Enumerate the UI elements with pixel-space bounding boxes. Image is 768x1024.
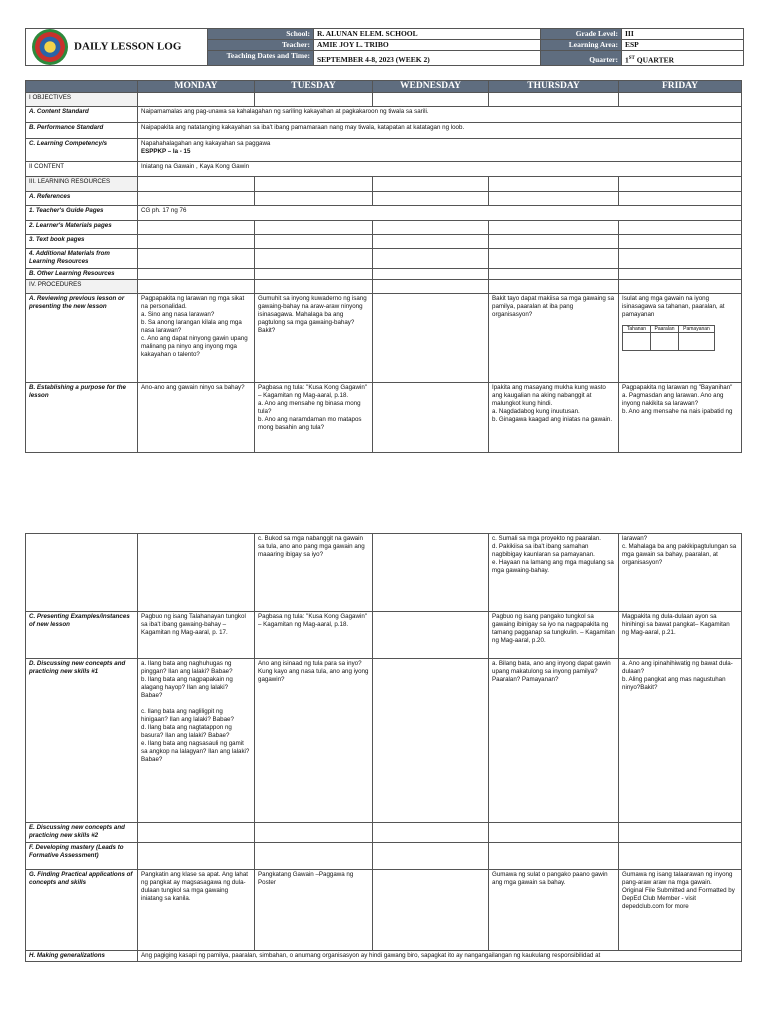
textbook-pages-label: 3. Text book pages bbox=[26, 235, 138, 249]
practical-thursday: Gumawa ng sulat o pangako paano gawin ang mga gawain sa bahay. bbox=[489, 870, 619, 951]
day-thursday: THURSDAY bbox=[489, 81, 619, 93]
day-monday: MONDAY bbox=[138, 81, 255, 93]
practical-applications-label: G. Finding Practical applications of concepts and skills bbox=[26, 870, 138, 951]
performance-standard-label: B. Performance Standard bbox=[26, 123, 138, 139]
presenting-thursday: Pagbuo ng isang pangako tungkol sa gawaing ibinigay sa iyo na nagpapakita ng tamang pagganap sa tungkulin. – Kagamitan ng Mag-aaral, p.20. bbox=[489, 612, 619, 659]
competency-text: Napahahalagahan ang kakayahan sa paggawa ESPPKP – Ia - 15 bbox=[138, 139, 742, 162]
title-cell bbox=[26, 29, 208, 66]
discussing-2-label: E. Discussing new concepts and practicing new skills #2 bbox=[26, 823, 138, 843]
learners-materials-label: 2. Learner's Materials pages bbox=[26, 221, 138, 235]
other-resources-label: B. Other Learning Resources bbox=[26, 269, 138, 280]
school-label: School: bbox=[208, 29, 314, 40]
school-value: R. ALUNAN ELEM. SCHOOL bbox=[314, 29, 541, 40]
mini-header-paaralan: Paaralan bbox=[651, 326, 679, 333]
teachers-guide-text: CG ph. 17 ng 76 bbox=[138, 206, 742, 221]
quarter-label: Quarter: bbox=[541, 51, 622, 66]
objectives-label: I OBJECTIVES bbox=[26, 93, 138, 107]
day-friday: FRIDAY bbox=[619, 81, 742, 93]
deped-logo-icon bbox=[32, 29, 68, 65]
discussing-1-monday: a. Ilang bata ang naghuhugas ng pinggan? Ilan ang lalaki? Babae? b. Ilang bata ang nagpapakain ng alagang hayop? Ilan ang lalaki? Babae? c. Ilang bata ang nagliligpit ng hinigaan? Ilan ang lalaki? Babae? d. Ilang bata ang nagtatappon ng basura? Ilan ang lalaki? Babae? e. Ilang bata ang nagsasauli ng gamit sa angkop na lalagyan? Ilan ang lalaki? Babae? bbox=[138, 659, 255, 823]
developing-mastery-label: F. Developing mastery (Leads to Formative Assessment) bbox=[26, 843, 138, 870]
competency-label: C. Learning Competency/s bbox=[26, 139, 138, 162]
generalizations-label: H. Making generalizations bbox=[26, 951, 138, 962]
discussing-1-thursday: a. Bilang bata, ano ang inyong dapat gawin upang makatulong sa inyong pamilya? Paaralan? Pamayanan? bbox=[489, 659, 619, 823]
content-text: Iniatang na Gawain , Kaya Kong Gawin bbox=[138, 162, 742, 177]
reviewing-monday: Pagpapakita ng larawan ng mga sikat na personalidad. a. Sino ang nasa larawan? b. Sa anong larangan kilala ang mga nasa larawan? c. Ano ang dapat ninyong gawin upang malinang pa ninyo ang inyong mga kakayahan o talento? bbox=[138, 294, 255, 383]
practical-tuesday: Pangkatang Gawain –Paggawa ng Poster bbox=[255, 870, 373, 951]
doc-title: DAILY LESSON LOG bbox=[74, 40, 182, 53]
discussing-1-label: D. Discussing new concepts and practicing new skills #1 bbox=[26, 659, 138, 823]
presenting-label: C. Presenting Examples/instances of new lesson bbox=[26, 612, 138, 659]
content-standard-text: Naipamamalas ang pag-unawa sa kahalagahan ng sariling kakayahan at pagkakaroon ng tiwala sa sarili. bbox=[138, 107, 742, 123]
reviewing-label: A. Reviewing previous lesson or presenting the new lesson bbox=[26, 294, 138, 383]
grade-label: Grade Level: bbox=[541, 29, 622, 40]
area-value: ESP bbox=[622, 40, 744, 51]
activity-mini-table bbox=[622, 325, 715, 351]
lesson-grid-page-1 bbox=[25, 80, 742, 453]
dates-value: SEPTEMBER 4-8, 2023 (WEEK 2) bbox=[314, 51, 541, 66]
practical-friday: Gumawa ng isang talaarawan ng inyong pang-araw araw na mga gawain. Original File Submitted and Formatted by DepEd Club Member - visit depedclub.com for more bbox=[619, 870, 742, 951]
dates-label: Teaching Dates and Time: bbox=[208, 51, 314, 66]
establishing-friday: Pagpapakita ng larawan ng "Bayanihan" a. Pagmasdan ang larawan. Ano ang inyong nakikita sa larawan? b. Ano ang mensahe na nais ipabatid ng bbox=[619, 383, 742, 453]
performance-standard-text: Naipapakita ang natatanging kakayahan sa iba't ibang pamamaraan nang may tiwala, katapatan at katatagan ng loob. bbox=[138, 123, 742, 139]
mini-header-pamayanan: Pamayanan bbox=[679, 326, 715, 333]
establishing-label: B. Establishing a purpose for the lesson bbox=[26, 383, 138, 453]
reviewing-friday: Isulat ang mga gawain na iyong isinasagawa sa tahanan, paaralan, at pamayanan Tahanan Paaralan Pamayanan bbox=[619, 294, 742, 383]
presenting-monday: Pagbuo ng isang Talahanayan tungkol sa iba't ibang gawaing-bahay – Kagamitan ng Mag-aaral, p. 17. bbox=[138, 612, 255, 659]
continued-tuesday: c. Bukod sa mga nabanggit na gawain sa tula, ano ano pang mga gawain ang maaaring ibigay sa iyo? bbox=[255, 534, 373, 612]
procedures-label: IV. PROCEDURES bbox=[26, 280, 138, 294]
continued-friday: larawan? c. Mahalaga ba ang pakikipagtulungan sa mga gawain sa bahay, paaralan, at organisasyon? bbox=[619, 534, 742, 612]
continued-thursday: c. Sumali sa mga proyekto ng paaralan. d. Pakikiisa sa iba't ibang samahan nagbibigay kaunlaran sa pamayanan. e. Hayaan na lamang ang mga magulang sa mga gawaing-bahay. bbox=[489, 534, 619, 612]
establishing-thursday: Ipakita ang masayang mukha kung wasto ang kaugalian na aking nabanggit at malungkot kung hindi. a. Nagdadabog kung inuutusan. b. Ginagawa kaagad ang iniatas na gawain. bbox=[489, 383, 619, 453]
discussing-1-tuesday: Ano ang isinaad ng tula para sa inyo? Kung kayo ang nasa tula, ano ang iyong gagawin? bbox=[255, 659, 373, 823]
day-wednesday: WEDNESDAY bbox=[373, 81, 489, 93]
references-label: A. References bbox=[26, 192, 138, 206]
mini-header-tahanan: Tahanan bbox=[623, 326, 651, 333]
teacher-label: Teacher: bbox=[208, 40, 314, 51]
quarter-value: 1ST QUARTER bbox=[622, 51, 744, 66]
day-tuesday: TUESDAY bbox=[255, 81, 373, 93]
additional-materials-label: 4. Additional Materials from Learning Resources bbox=[26, 249, 138, 269]
area-label: Learning Area: bbox=[541, 40, 622, 51]
content-label: II CONTENT bbox=[26, 162, 138, 177]
day-header-row bbox=[26, 81, 742, 93]
grade-value: III bbox=[622, 29, 744, 40]
generalizations-text: Ang pagiging kasapi ng pamilya, paaralan, simbahan, o anumang organisasyon ay hindi gawang biro, sapagkat ito ay nangangailangan ng kaukulang responsibilidad at bbox=[138, 951, 742, 962]
establishing-monday: Ano-ano ang gawain ninyo sa bahay? bbox=[138, 383, 255, 453]
presenting-friday: Magpakita ng dula-dulaan ayon sa hinihingi sa bawat pangkat– Kagamitan ng Mag-aaral, p.21. bbox=[619, 612, 742, 659]
establishing-tuesday: Pagbasa ng tula: "Kusa Kong Gagawin" – Kagamitan ng Mag-aaral, p.18. a. Ano ang mensahe ng binasa mong tula? b. Ano ang naramdaman mo matapos mong basahin ang tula? bbox=[255, 383, 373, 453]
discussing-1-friday: a. Ano ang ipinahihiwatig ng bawat dula-dulaan? b. Aling pangkat ang mas nagustuhan ninyo?Bakit? bbox=[619, 659, 742, 823]
reviewing-thursday: Bakit tayo dapat makiisa sa mga gawaing sa pamilya, paaralan at iba pang organisasyon? bbox=[489, 294, 619, 383]
content-standard-label: A. Content Standard bbox=[26, 107, 138, 123]
header-table bbox=[25, 28, 744, 66]
presenting-tuesday: Pagbasa ng tula: "Kusa Kong Gagawin" – Kagamitan ng Mag-aaral, p.18. bbox=[255, 612, 373, 659]
reviewing-tuesday: Gumuhit sa inyong kuwaderno ng isang gawaing-bahay na araw-araw ninyong isinasagawa. Mahalaga ba ang pagtulong sa mga gawaing-bahay? Bakit? bbox=[255, 294, 373, 383]
lesson-grid-page-2 bbox=[25, 533, 742, 962]
resources-label: III. LEARNING RESOURCES bbox=[26, 177, 138, 192]
practical-monday: Pangkatin ang klase sa apat. Ang lahat ng pangkat ay magsasagawa ng dula-dulaan tungkol sa mga gawaing iniatang sa kanila. bbox=[138, 870, 255, 951]
teacher-value: AMIE JOY L. TRIBO bbox=[314, 40, 541, 51]
teachers-guide-label: 1. Teacher's Guide Pages bbox=[26, 206, 138, 221]
